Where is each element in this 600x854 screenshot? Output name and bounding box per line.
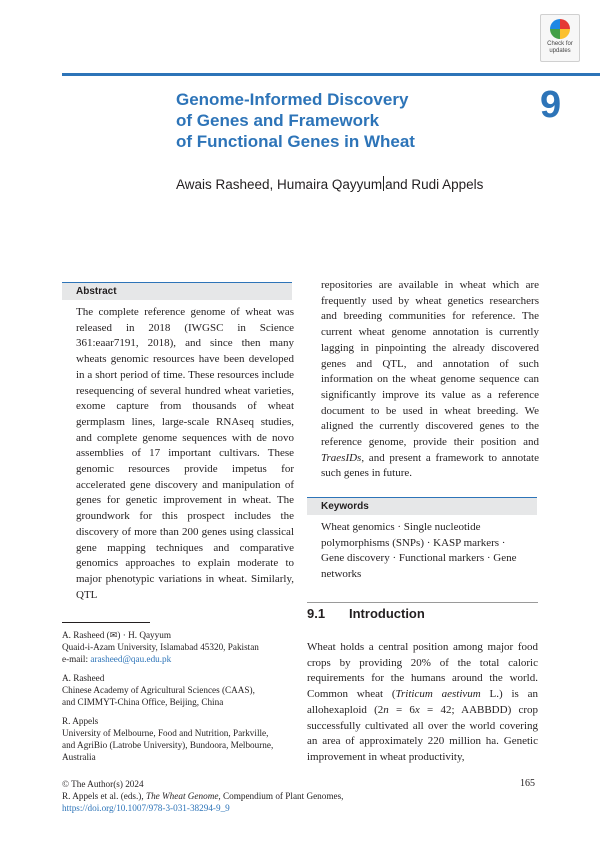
abstract-column-1: [76, 305, 294, 603]
section-title: Introduction: [349, 606, 425, 621]
affiliation-3-line-4: Australia: [62, 752, 96, 762]
citation-text-2: , Compendium of Plant Genomes,: [218, 791, 344, 801]
intro-text-1: Wheat holds a central position among major food crops by providing 20% of the total caloric requirements for the humans around the world. Common wheat (: [307, 641, 538, 701]
abstract-column-2: [321, 278, 539, 482]
section-heading: [307, 606, 425, 621]
intro-text-4: = 42; AABBDD) crop successfully cultivated all over the world covering an area of approximately 220 million ha. Genetic improvement in wheat productivity,: [307, 703, 538, 763]
introduction-paragraph: [307, 640, 538, 766]
ploidy-n: n: [383, 703, 389, 716]
keywords-heading: Keywords: [307, 497, 537, 515]
authors-part-1: Awais Rasheed, Humaira Qayyum: [176, 177, 383, 192]
chapter-number: 9: [540, 84, 562, 126]
abstract-text-1: The complete reference genome of wheat was released in 2018 (IWGSC in Science 361:eaar7191, 2018), and since then many wheats genomic resources have been developed in a short period of time. These resources include resequencing of several hundred wheat varieties, exome capture from thousands of wheat germplasm lines, large-scale RNAseq studies, and complete genome sequences with de novo assemblies of 17 important cultivars. These genomic resources provide impetus for accelerated gene discovery and manipulation of genes for genetic improvement in wheat. The groundwork for this prospect includes the discovery of more than 200 genes using classical gene mapping techniques and comparative genomics approaches to explain moderate to major phenotypic variations in wheat. Similarly, QTL: [76, 306, 294, 601]
abstract-text-2a: repositories are available in wheat which are frequently used by wheat genetics researchers and breeding communities for reference. The current wheat genome annotation is currently lagging in pinpointing the already discovered genes and QTL, and annotation of such information on the wheat genome sequence can significantly improve its value as a reference document to be used in wheat breeding. We aligned the currently discovered genes to the reference genome, provide their position and: [321, 279, 539, 449]
affiliation-2-line-2: Chinese Academy of Agricultural Sciences (CAAS),: [62, 685, 255, 695]
traesids-term: TraesIDs: [321, 451, 362, 464]
chapter-title: [176, 89, 496, 152]
keywords-list: Wheat genomics · Single nucleotide polymorphisms (SNPs) · KASP markers · Gene discovery · Functional markers · Gene networks: [321, 521, 517, 581]
text-cursor: [383, 176, 384, 191]
affiliation-2-line-3: and CIMMYT-China Office, Beijing, China: [62, 697, 224, 707]
email-label: e-mail:: [62, 654, 91, 664]
affiliation-3-line-3: and AgriBio (Latrobe University), Bundoora, Melbourne,: [62, 740, 274, 750]
chapter-title-line-2: of Genes and Framework: [176, 111, 380, 130]
author-list: [176, 176, 483, 192]
section-number: 9.1: [307, 606, 326, 621]
crossmark-label-2: updates: [549, 48, 571, 54]
crossmark-icon: [550, 19, 570, 39]
email-link[interactable]: arasheed@qau.edu.pk: [90, 654, 172, 664]
ploidy-x: x: [414, 703, 420, 716]
intro-text-3: = 6: [388, 703, 415, 716]
book-title: The Wheat Genome: [145, 791, 219, 801]
affiliation-2: [62, 672, 294, 708]
affiliation-3-line-1: R. Appels: [62, 716, 99, 726]
affiliation-1-line-1: A. Rasheed (✉) · H. Qayyum: [62, 630, 171, 640]
citation: [62, 790, 540, 802]
affiliation-1-email-line: [62, 653, 294, 665]
crossmark-label-1: Check for: [547, 41, 573, 47]
intro-text: [307, 640, 538, 766]
doi-link[interactable]: https://doi.org/10.1007/978-3-031-38294-9_9: [62, 803, 230, 813]
authors-part-2: and Rudi Appels: [385, 177, 484, 192]
chapter-title-line-1: Genome-Informed Discovery: [176, 90, 409, 109]
copyright: © The Author(s) 2024: [62, 779, 144, 789]
affiliation-3: [62, 715, 294, 763]
abstract-text-2: [321, 278, 539, 482]
citation-text-1: R. Appels et al. (eds.),: [62, 791, 146, 801]
abstract-heading: Abstract: [62, 282, 292, 300]
page-footer: [62, 778, 540, 814]
intro-text-2: L.) is an allohexaploid (2: [307, 688, 538, 716]
affiliation-1: [62, 629, 294, 665]
affiliation-1-line-2: Quaid-i-Azam University, Islamabad 45320, Pakistan: [62, 642, 259, 652]
chapter-title-line-3: of Functional Genes in Wheat: [176, 132, 415, 151]
section-rule: [307, 602, 538, 603]
affiliations: [62, 629, 294, 770]
species-name: Triticum aestivum: [395, 688, 481, 701]
affiliation-2-line-1: A. Rasheed: [62, 673, 105, 683]
affiliation-3-line-2: University of Melbourne, Food and Nutrition, Parkville,: [62, 728, 269, 738]
check-for-updates-badge[interactable]: [540, 14, 580, 62]
top-rule: [62, 73, 600, 76]
abstract-text-2b: , and present a framework to annotate such genes in future.: [321, 451, 539, 480]
footnote-rule: [62, 622, 150, 623]
page-number: 165: [520, 778, 535, 789]
